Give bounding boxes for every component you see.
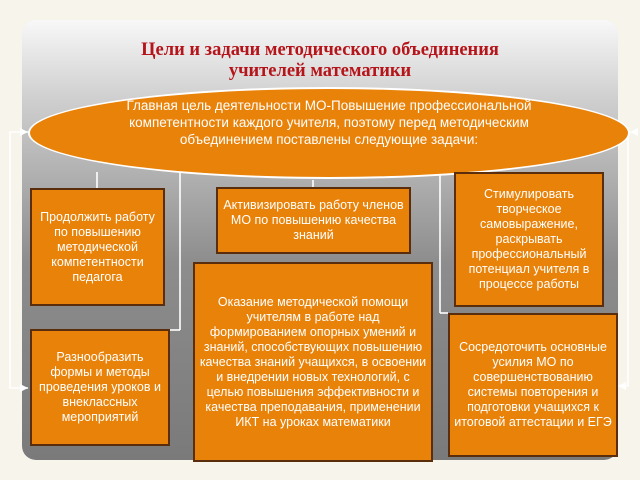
arrowhead-right — [618, 382, 626, 390]
main-goal-text: Главная цель деятельности МО-Повышение профессиональной компетентности каждого учителя, поэтому перед методическим объединением поставлены следующие задачи: — [126, 98, 532, 147]
task-diversify-forms-text: Разнообразить формы и методы проведения уроков и внеклассных мероприятий — [39, 350, 161, 424]
connector-right-bracket — [618, 132, 630, 386]
arrowhead-top-left — [20, 128, 28, 136]
task-diversify-forms-box — [30, 329, 170, 446]
page-title — [40, 40, 600, 82]
arrowhead-top-right — [630, 128, 638, 136]
task-focus-efforts-text: Сосредоточить основные усилия МО по совершенствованию системы повторения и подготовки учащихся к итоговой аттестации и ЕГЭ — [454, 340, 612, 429]
task-focus-efforts-box — [448, 313, 618, 457]
task-assist-teachers-box — [193, 262, 433, 462]
arrowhead-left — [20, 384, 28, 392]
connector-left-bracket — [10, 132, 28, 388]
task-stimulate-text: Стимулировать творческое самовыражение, раскрывать профессиональный потенциал учителя в процессе работы — [468, 187, 590, 291]
task-stimulate-box — [454, 172, 604, 307]
title-line-1: Цели и задачи методического объединения — [141, 40, 499, 60]
task-assist-teachers-text: Оказание методической помощи учителям в работе над формированием опорных умений и знаний, способствующих повышению качества знаний учащихся, в освоении и внедрении новых технологий, с целью повышения эффективности и качества преподавания, применении ИКТ на уроках математики — [199, 294, 427, 429]
task-continue-work-box — [30, 188, 165, 306]
task-continue-work-text: Продолжить работу по повышению методической компетентности педагога — [40, 209, 155, 284]
title-line-2: учителей математики — [228, 61, 412, 81]
task-activate-work-text: Активизировать работу членов МО по повышению качества знаний — [223, 198, 404, 242]
task-activate-work-box — [216, 187, 411, 254]
